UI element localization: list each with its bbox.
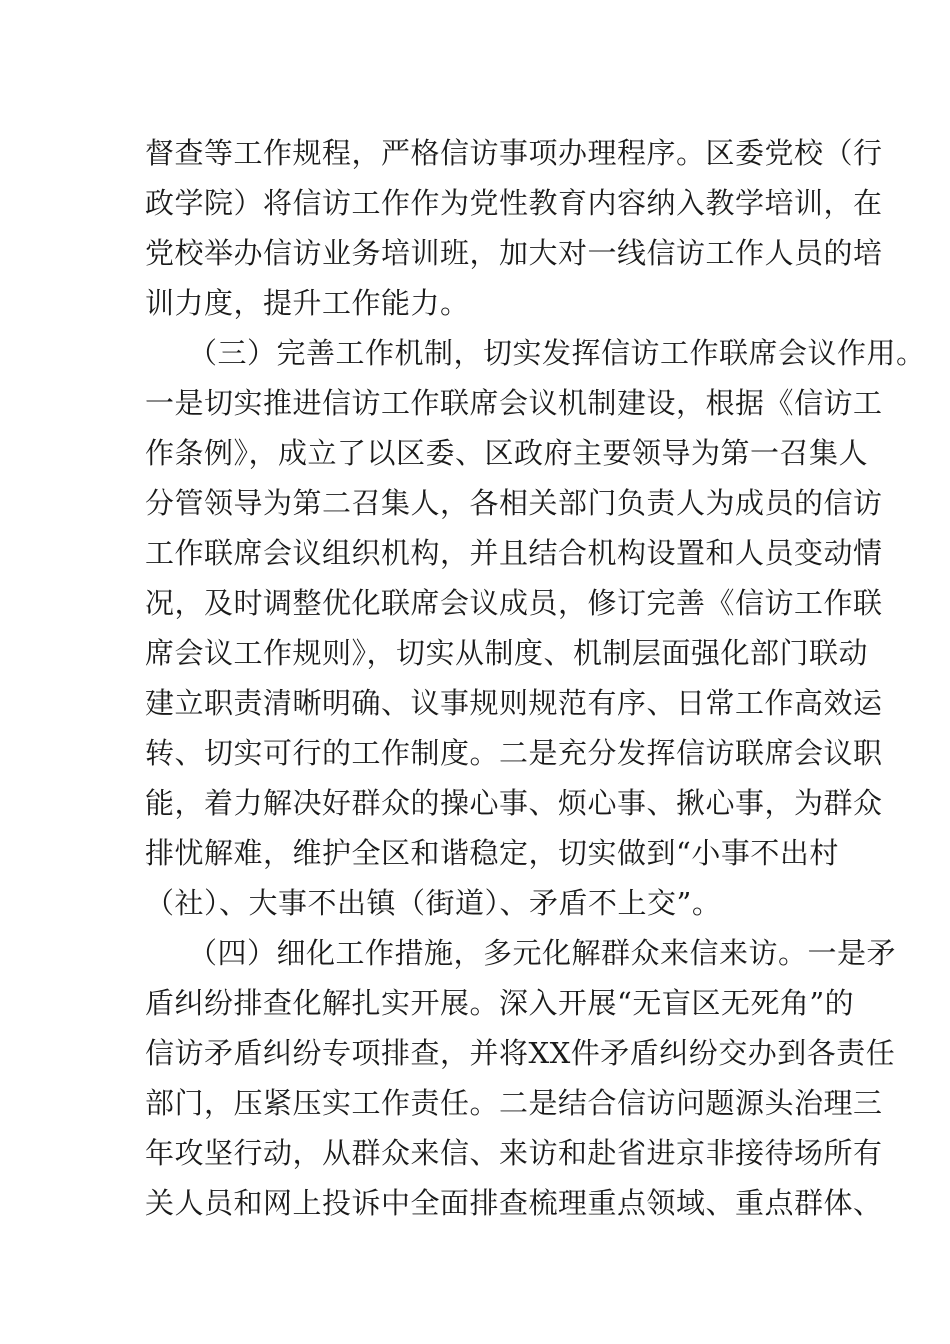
text-line: 工作联席会议组织机构，并且结合机构设置和人员变动情 (145, 536, 883, 570)
text-line: 信访矛盾纠纷专项排查，并将XX件矛盾纠纷交办到各责任 (145, 1036, 896, 1070)
text-line: （社）、大事不出镇（街道）、矛盾不上交”。 (145, 886, 722, 920)
text-line: 党校举办信访业务培训班，加大对一线信访工作人员的培 (145, 236, 883, 270)
text-line: 盾纠纷排查化解扎实开展。深入开展“无盲区无死角”的 (145, 986, 855, 1020)
text-line: 训力度，提升工作能力。 (145, 286, 470, 320)
text-line: 分管领导为第二召集人，各相关部门负责人为成员的信访 (145, 486, 883, 520)
text-line: 年攻坚行动，从群众来信、来访和赴省进京非接待场所有 (145, 1136, 883, 1170)
text-line: 况，及时调整优化联席会议成员，修订完善《信访工作联 (145, 586, 883, 620)
section-heading-4: （四）细化工作措施，多元化解群众来信来访。一是矛 (188, 936, 897, 970)
text-line: 席会议工作规则》，切实从制度、机制层面强化部门联动 (145, 636, 869, 670)
text-line: 排忧解难，维护全区和谐稳定，切实做到“小事不出村 (145, 836, 839, 870)
text-line: 转、切实可行的工作制度。二是充分发挥信访联席会议职 (145, 736, 883, 770)
text-line: 作条例》，成立了以区委、区政府主要领导为第一召集人 (145, 436, 869, 470)
text-line: 一是切实推进信访工作联席会议机制建设，根据《信访工 (145, 386, 883, 420)
text-line: 督查等工作规程，严格信访事项办理程序。区委党校（行 (145, 136, 883, 170)
text-line: 关人员和网上投诉中全面排查梳理重点领域、重点群体、 (145, 1186, 883, 1220)
text-line: 部门，压紧压实工作责任。二是结合信访问题源头治理三 (145, 1086, 883, 1120)
text-line: 建立职责清晰明确、议事规则规范有序、日常工作高效运 (145, 686, 883, 720)
text-line: 能，着力解决好群众的操心事、烦心事、揪心事，为群众 (145, 786, 883, 820)
section-heading-3: （三）完善工作机制，切实发挥信访工作联席会议作用。 (188, 336, 926, 370)
text-line: 政学院）将信访工作作为党性教育内容纳入教学培训，在 (145, 186, 883, 220)
